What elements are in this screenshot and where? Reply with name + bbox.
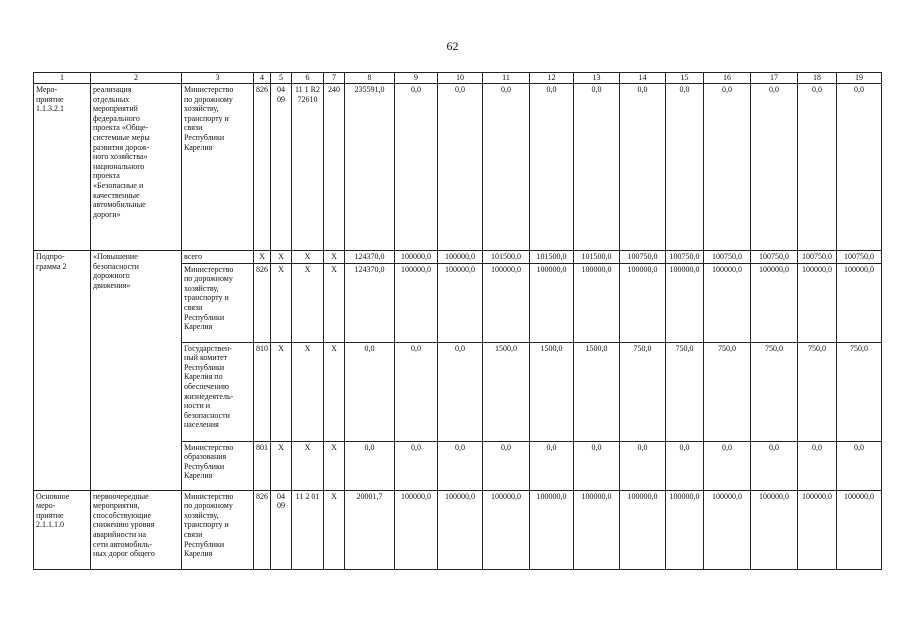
table-row — [34, 490, 882, 569]
cell-amount: 750,0 — [837, 342, 882, 441]
page-number: 62 — [446, 39, 459, 53]
cell-section: X — [271, 441, 292, 490]
cell-amount: 0,0 — [798, 84, 837, 251]
cell-amount: 100000,0 — [798, 490, 837, 569]
cell-amount: 100750,0 — [666, 251, 704, 264]
cell-amount: 0,0 — [345, 441, 395, 490]
cell-amount: 101500,0 — [483, 251, 530, 264]
cell-expense-type: X — [324, 251, 345, 264]
cell-amount: 100000,0 — [438, 490, 483, 569]
cell-expense-type: X — [324, 441, 345, 490]
cell-amount: 100000,0 — [666, 263, 704, 342]
column-header: 8 — [345, 73, 395, 84]
cell-executor: всего — [182, 251, 254, 264]
column-header: 6 — [292, 73, 324, 84]
cell-target: X — [292, 251, 324, 264]
cell-amount: 0,0 — [704, 84, 751, 251]
cell-program-name: реализация отдельных мероприятий федерального проекта «Обще- системные меры развития дорож- ного хозяйства» национального проекта «Безопасные и качественные автомобильные дороги» — [91, 84, 182, 251]
cell-program-id: Меро- приятие 1.1.3.2.1 — [34, 84, 91, 251]
cell-amount: 20001,7 — [345, 490, 395, 569]
column-header: 9 — [395, 73, 438, 84]
cell-section: 04 09 — [271, 84, 292, 251]
cell-amount: 0,0 — [438, 84, 483, 251]
cell-amount: 100000,0 — [620, 263, 666, 342]
column-header: 14 — [620, 73, 666, 84]
cell-amount: 100000,0 — [395, 251, 438, 264]
cell-amount: 0,0 — [620, 84, 666, 251]
cell-amount: 100000,0 — [395, 263, 438, 342]
cell-amount: 235591,0 — [345, 84, 395, 251]
cell-amount: 0,0 — [837, 84, 882, 251]
cell-amount: 100750,0 — [837, 251, 882, 264]
table-row — [34, 251, 882, 264]
cell-target: 11 1 R2 72610 — [292, 84, 324, 251]
cell-amount: 100000,0 — [530, 263, 574, 342]
cell-amount: 0,0 — [530, 441, 574, 490]
cell-amount: 0,0 — [483, 441, 530, 490]
cell-target: X — [292, 263, 324, 342]
cell-amount: 100000,0 — [620, 490, 666, 569]
cell-amount: 750,0 — [620, 342, 666, 441]
cell-amount: 0,0 — [438, 342, 483, 441]
cell-amount: 1500,0 — [574, 342, 620, 441]
cell-amount: 0,0 — [395, 342, 438, 441]
cell-amount: 750,0 — [704, 342, 751, 441]
cell-section: X — [271, 251, 292, 264]
cell-amount: 0,0 — [798, 441, 837, 490]
cell-amount: 0,0 — [395, 84, 438, 251]
cell-executor: Министерство по дорожному хозяйству, транспорту и связи Республики Карелия — [182, 263, 254, 342]
cell-grbs: 826 — [254, 263, 271, 342]
cell-section: 04 09 — [271, 490, 292, 569]
column-header: 13 — [574, 73, 620, 84]
cell-target: X — [292, 441, 324, 490]
cell-executor: Министерство образования Республики Карелия — [182, 441, 254, 490]
column-header: 10 — [438, 73, 483, 84]
table-body — [34, 84, 882, 570]
cell-amount: 1500,0 — [530, 342, 574, 441]
cell-amount: 0,0 — [751, 84, 798, 251]
cell-amount: 100000,0 — [751, 263, 798, 342]
cell-expense-type: X — [324, 490, 345, 569]
column-header: 7 — [324, 73, 345, 84]
cell-amount: 100000,0 — [837, 490, 882, 569]
cell-amount: 750,0 — [751, 342, 798, 441]
column-header: 18 — [798, 73, 837, 84]
cell-amount: 0,0 — [530, 84, 574, 251]
column-header: 12 — [530, 73, 574, 84]
cell-grbs: 801 — [254, 441, 271, 490]
cell-amount: 100000,0 — [704, 263, 751, 342]
cell-expense-type: 240 — [324, 84, 345, 251]
cell-grbs: 826 — [254, 84, 271, 251]
column-number-row — [34, 73, 882, 84]
column-header: 3 — [182, 73, 254, 84]
cell-amount: 0,0 — [574, 84, 620, 251]
column-header: 2 — [91, 73, 182, 84]
cell-amount: 124370,0 — [345, 251, 395, 264]
column-header: 5 — [271, 73, 292, 84]
cell-amount: 100000,0 — [574, 263, 620, 342]
cell-amount: 0,0 — [666, 441, 704, 490]
cell-expense-type: X — [324, 263, 345, 342]
cell-section: X — [271, 342, 292, 441]
cell-grbs: X — [254, 251, 271, 264]
column-header: 4 — [254, 73, 271, 84]
cell-amount: 101500,0 — [574, 251, 620, 264]
cell-amount: 100000,0 — [751, 490, 798, 569]
cell-grbs: 826 — [254, 490, 271, 569]
column-header: 17 — [751, 73, 798, 84]
cell-expense-type: X — [324, 342, 345, 441]
cell-amount: 100750,0 — [620, 251, 666, 264]
cell-amount: 1500,0 — [483, 342, 530, 441]
cell-amount: 100000,0 — [837, 263, 882, 342]
column-header: 1 — [34, 73, 91, 84]
column-header: 15 — [666, 73, 704, 84]
cell-amount: 100000,0 — [530, 490, 574, 569]
column-header: 16 — [704, 73, 751, 84]
cell-amount: 750,0 — [798, 342, 837, 441]
cell-amount: 100750,0 — [751, 251, 798, 264]
cell-program-id: Основное меро- приятие 2.1.1.1.0 — [34, 490, 91, 569]
cell-executor: Государствен- ный комитет Республики Карелия по обеспечению жизнедеятель- ности и безопасности населения — [182, 342, 254, 441]
cell-amount: 0,0 — [666, 84, 704, 251]
cell-amount: 100000,0 — [798, 263, 837, 342]
cell-amount: 0,0 — [574, 441, 620, 490]
cell-amount: 100000,0 — [483, 263, 530, 342]
column-header: 11 — [483, 73, 530, 84]
cell-amount: 100000,0 — [483, 490, 530, 569]
cell-amount: 0,0 — [483, 84, 530, 251]
column-header: 19 — [837, 73, 882, 84]
cell-program-id: Подпро- грамма 2 — [34, 251, 91, 491]
budget-table — [33, 72, 882, 570]
cell-grbs: 810 — [254, 342, 271, 441]
cell-program-name: «Повышение безопасности дорожного движения» — [91, 251, 182, 491]
cell-amount: 0,0 — [438, 441, 483, 490]
cell-amount: 0,0 — [751, 441, 798, 490]
cell-target: 11 2 01 — [292, 490, 324, 569]
cell-section: X — [271, 263, 292, 342]
cell-amount: 0,0 — [704, 441, 751, 490]
cell-amount: 101500,0 — [530, 251, 574, 264]
cell-amount: 100000,0 — [438, 263, 483, 342]
cell-program-name: первоочередные мероприятия, способствующие снижению уровня аварийности на сети автомобиль- ных дорог общего — [91, 490, 182, 569]
cell-amount: 124370,0 — [345, 263, 395, 342]
cell-amount: 100750,0 — [704, 251, 751, 264]
cell-executor: Министерство по дорожному хозяйству, транспорту и связи Республики Карелия — [182, 490, 254, 569]
cell-amount: 100000,0 — [704, 490, 751, 569]
cell-executor: Министерство по дорожному хозяйству, транспорту и связи Республики Карелия — [182, 84, 254, 251]
cell-amount: 100000,0 — [574, 490, 620, 569]
cell-amount: 0,0 — [345, 342, 395, 441]
cell-amount: 0,0 — [620, 441, 666, 490]
cell-amount: 100000,0 — [666, 490, 704, 569]
cell-target: X — [292, 342, 324, 441]
cell-amount: 0,0 — [837, 441, 882, 490]
cell-amount: 100000,0 — [438, 251, 483, 264]
cell-amount: 750,0 — [666, 342, 704, 441]
table-row — [34, 84, 882, 251]
cell-amount: 100000,0 — [395, 490, 438, 569]
cell-amount: 100750,0 — [798, 251, 837, 264]
cell-amount: 0,0 — [395, 441, 438, 490]
